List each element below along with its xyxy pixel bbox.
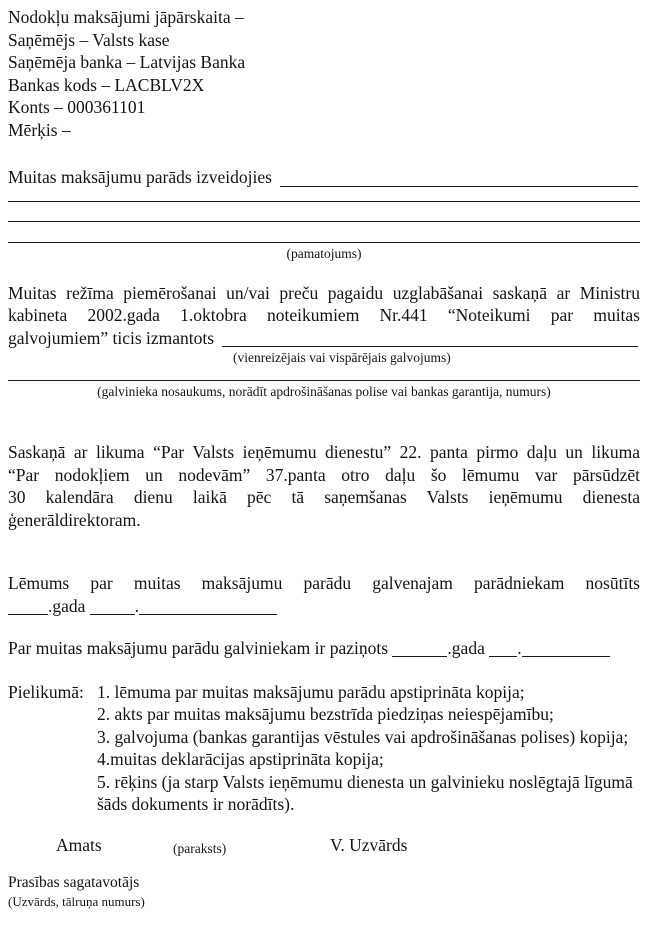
attachment-item: 4.muitas deklarācijas apstiprināta kopija;: [97, 749, 384, 769]
attachment-item: 1. lēmuma par muitas maksājumu parādu apstiprināta kopija;: [97, 681, 525, 702]
payment-detail-line: Konts – 000361101: [8, 97, 146, 117]
guarantor-notified-section: [8, 637, 640, 660]
guarantee-section: [8, 282, 640, 401]
paragraph-line: Par muitas maksājumu parādu galviniekam ir paziņots: [8, 638, 389, 658]
preparer-label: Prasības sagatavotājs: [8, 873, 140, 891]
paragraph-line: Saskaņā ar likuma “Par Valsts ieņēmumu dienestu” 22. panta pirmo daļu un likuma: [8, 442, 640, 462]
gada-label: .gada: [48, 595, 86, 616]
payment-details-section: [8, 6, 640, 141]
attachments-list: [97, 681, 640, 816]
appeal-section: [8, 441, 640, 531]
paragraph-line: kabineta 2002.gada 1.oktobra noteikumiem Nr.441 “Noteikumi par muitas: [8, 305, 640, 325]
dot-label: .: [517, 638, 522, 658]
paragraph-line: Muitas režīma piemērošanai un/vai preču pagaidu uzglabāšanai saskaņā ar Ministru: [8, 282, 640, 303]
payment-detail-line: Nodokļu maksājumi jāpārskaita –: [8, 7, 244, 27]
fill-in-line: [8, 222, 640, 243]
signature-caption: (paraksts): [173, 840, 227, 856]
fill-in-blank: [8, 599, 48, 615]
payment-detail-line: Saņēmēja banka – Latvijas Banka: [8, 52, 246, 72]
fill-in-line: [222, 327, 638, 348]
attachment-item: 3. galvojuma (bankas garantijas vēstules vai apdrošināšanas polises) kopija;: [97, 726, 629, 747]
debt-origin-text: Muitas maksājumu parāds izveidojies: [8, 167, 272, 187]
decision-sent-section: [8, 572, 640, 617]
paragraph-line: galvojumiem” ticis izmantots: [8, 327, 215, 348]
caption-pamatojums: (pamatojums): [286, 245, 362, 261]
fill-in-blank: [392, 641, 447, 657]
attachments-section: [8, 681, 640, 816]
fill-in-blank: [522, 641, 610, 657]
fill-in-blank: [139, 599, 277, 615]
fill-in-blank: [489, 641, 517, 657]
dot-label: .: [134, 595, 140, 616]
attachment-item: 2. akts par muitas maksājumu bezstrīda piedziņas neiespējamību;: [97, 704, 554, 724]
preparer-footer: [8, 873, 640, 910]
fill-in-line: [8, 189, 640, 202]
signature-name: V. Uzvārds: [330, 834, 408, 855]
fill-in-line: [8, 366, 640, 381]
preparer-caption: (Uzvārds, tālruņa numurs): [8, 893, 145, 909]
attachment-item: 5. rēķins (ja starp Valsts ieņēmumu dienesta un galvinieku noslēgtajā līgumā šāds dokuments ir norādīts).: [97, 771, 633, 814]
paragraph-line: ģenerāldirektoram.: [8, 509, 141, 530]
signature-row: [8, 834, 640, 857]
fill-in-line: [280, 166, 638, 187]
attachments-label: Pielikumā:: [8, 681, 84, 702]
payment-detail-line: Bankas kods – LACBLV2X: [8, 74, 205, 95]
fill-in-blank: [90, 599, 135, 615]
paragraph-line: Lēmums par muitas maksājumu parādu galvenajam parādniekam nosūtīts: [8, 573, 640, 593]
fill-in-line: [8, 202, 640, 222]
caption-galvinieks: (galvinieka nosaukums, norādīt apdrošināšanas polise vai bankas garantija, numurs): [97, 384, 551, 399]
date-blanks-row: [8, 595, 640, 618]
payment-detail-line: Mērķis –: [8, 119, 71, 140]
paragraph-line: “Par nodokļiem un nodevām” 37.panta otro daļu šo lēmumu var pārsūdzēt: [8, 464, 640, 485]
paragraph-line: 30 kalendāra dienu laikā pēc tā saņemšanas Valsts ieņēmumu dienesta: [8, 487, 640, 507]
caption-galvojums-type: (vienreizējais vai vispārējais galvojums): [233, 350, 451, 365]
signature-position-label: Amats: [56, 834, 102, 855]
gada-label: .gada: [447, 638, 485, 658]
payment-detail-line: Saņēmējs – Valsts kase: [8, 29, 170, 50]
debt-origin-section: [8, 166, 640, 262]
